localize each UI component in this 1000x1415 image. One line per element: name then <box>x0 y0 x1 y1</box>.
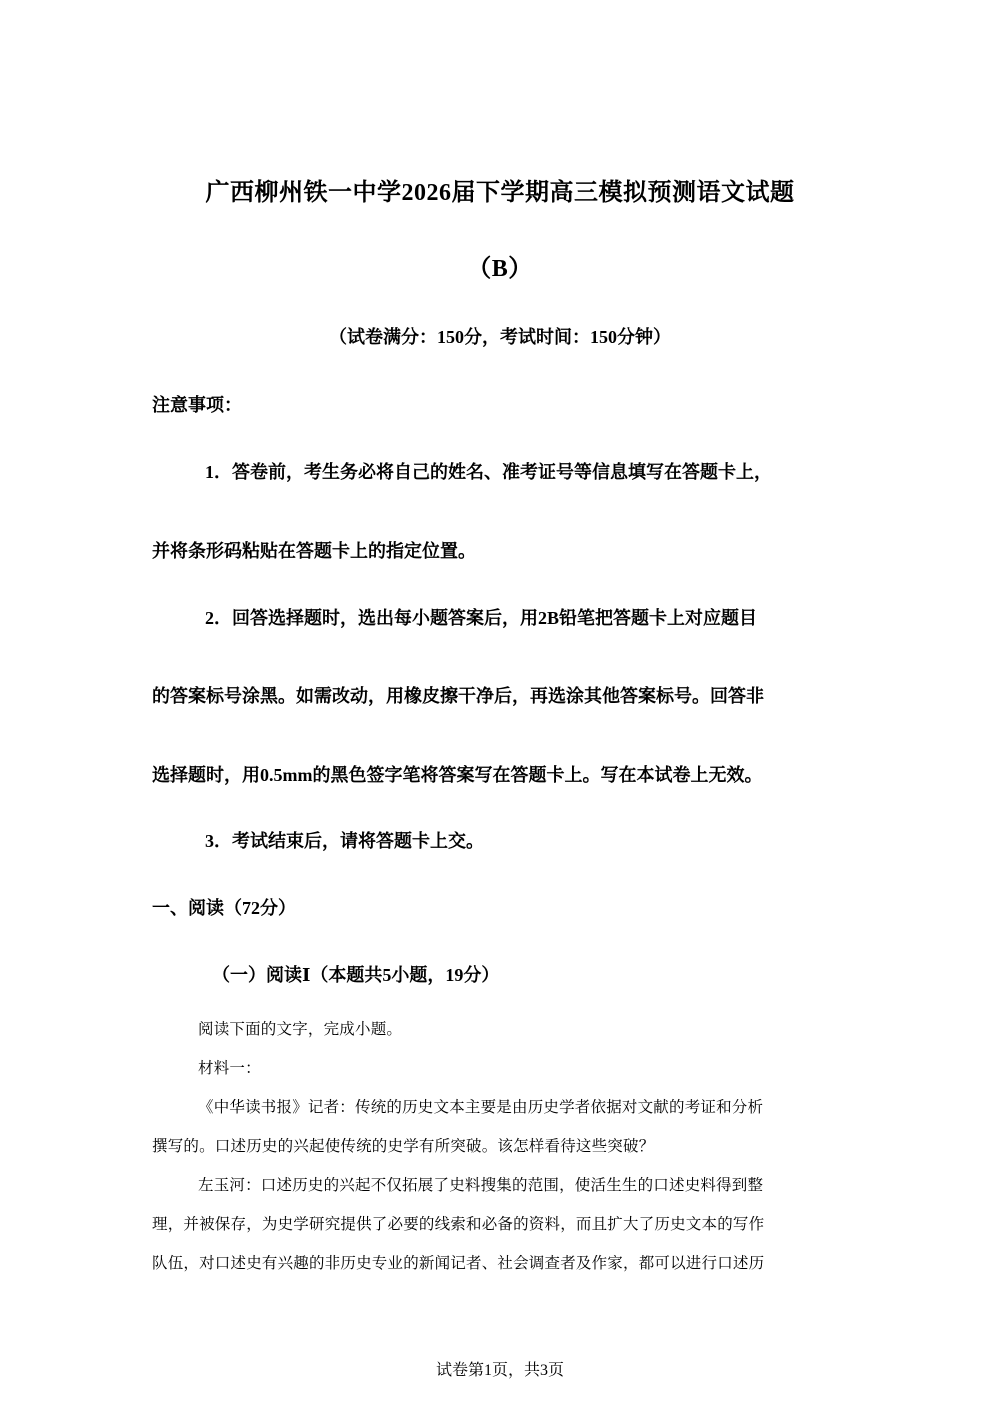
exam-info: （试卷满分：150分，考试时间：150分钟） <box>329 327 671 347</box>
paragraph-1-line-2: 撰写的。口述历史的兴起使传统的史学有所突破。该怎样看待这些突破？ <box>152 1137 655 1155</box>
notice-item-2-cont-2: 选择题时，用0.5mm的黑色签字笔将答案写在答题卡上。写在本试卷上无效。 <box>152 765 763 785</box>
section-heading: 一、阅读（72分） <box>152 898 296 918</box>
paragraph-2-line-3: 队伍，对口述史有兴趣的非历史专业的新闻记者、社会调查者及作家，都可以进行口述历 <box>152 1254 765 1272</box>
notice-item-1: 1．答卷前，考生务必将自己的姓名、准考证号等信息填写在答题卡上， <box>205 462 772 482</box>
material-label: 材料一： <box>198 1059 261 1077</box>
notice-item-1-cont: 并将条形码粘贴在答题卡上的指定位置。 <box>152 541 476 561</box>
notice-item-2-cont-1: 的答案标号涂黑。如需改动，用橡皮擦干净后，再选涂其他答案标号。回答非 <box>152 686 764 706</box>
exam-title-version: （B） <box>467 256 533 282</box>
paragraph-1-line-1: 《中华读书报》记者：传统的历史文本主要是由历史学者依据对文献的考证和分析 <box>198 1098 764 1116</box>
notice-item-3: 3．考试结束后，请将答题卡上交。 <box>205 831 484 851</box>
subsection-heading: （一）阅读Ⅰ（本题共5小题，19分） <box>212 965 500 985</box>
paragraph-2-line-2: 理，并被保存，为史学研究提供了必要的线索和必备的资料，而且扩大了历史文本的写作 <box>152 1215 765 1233</box>
paragraph-2-line-1: 左玉河：口述历史的兴起不仅拓展了史料搜集的范围，使活生生的口述史料得到整 <box>198 1176 764 1194</box>
reading-instruction: 阅读下面的文字，完成小题。 <box>198 1020 403 1038</box>
exam-title: 广西柳州铁一中学2026届下学期高三模拟预测语文试题 <box>205 180 795 206</box>
notice-item-2: 2．回答选择题时，选出每小题答案后，用2B铅笔把答题卡上对应题目 <box>205 608 758 628</box>
notice-heading: 注意事项： <box>152 395 242 415</box>
page-footer: 试卷第1页，共3页 <box>435 1362 564 1379</box>
